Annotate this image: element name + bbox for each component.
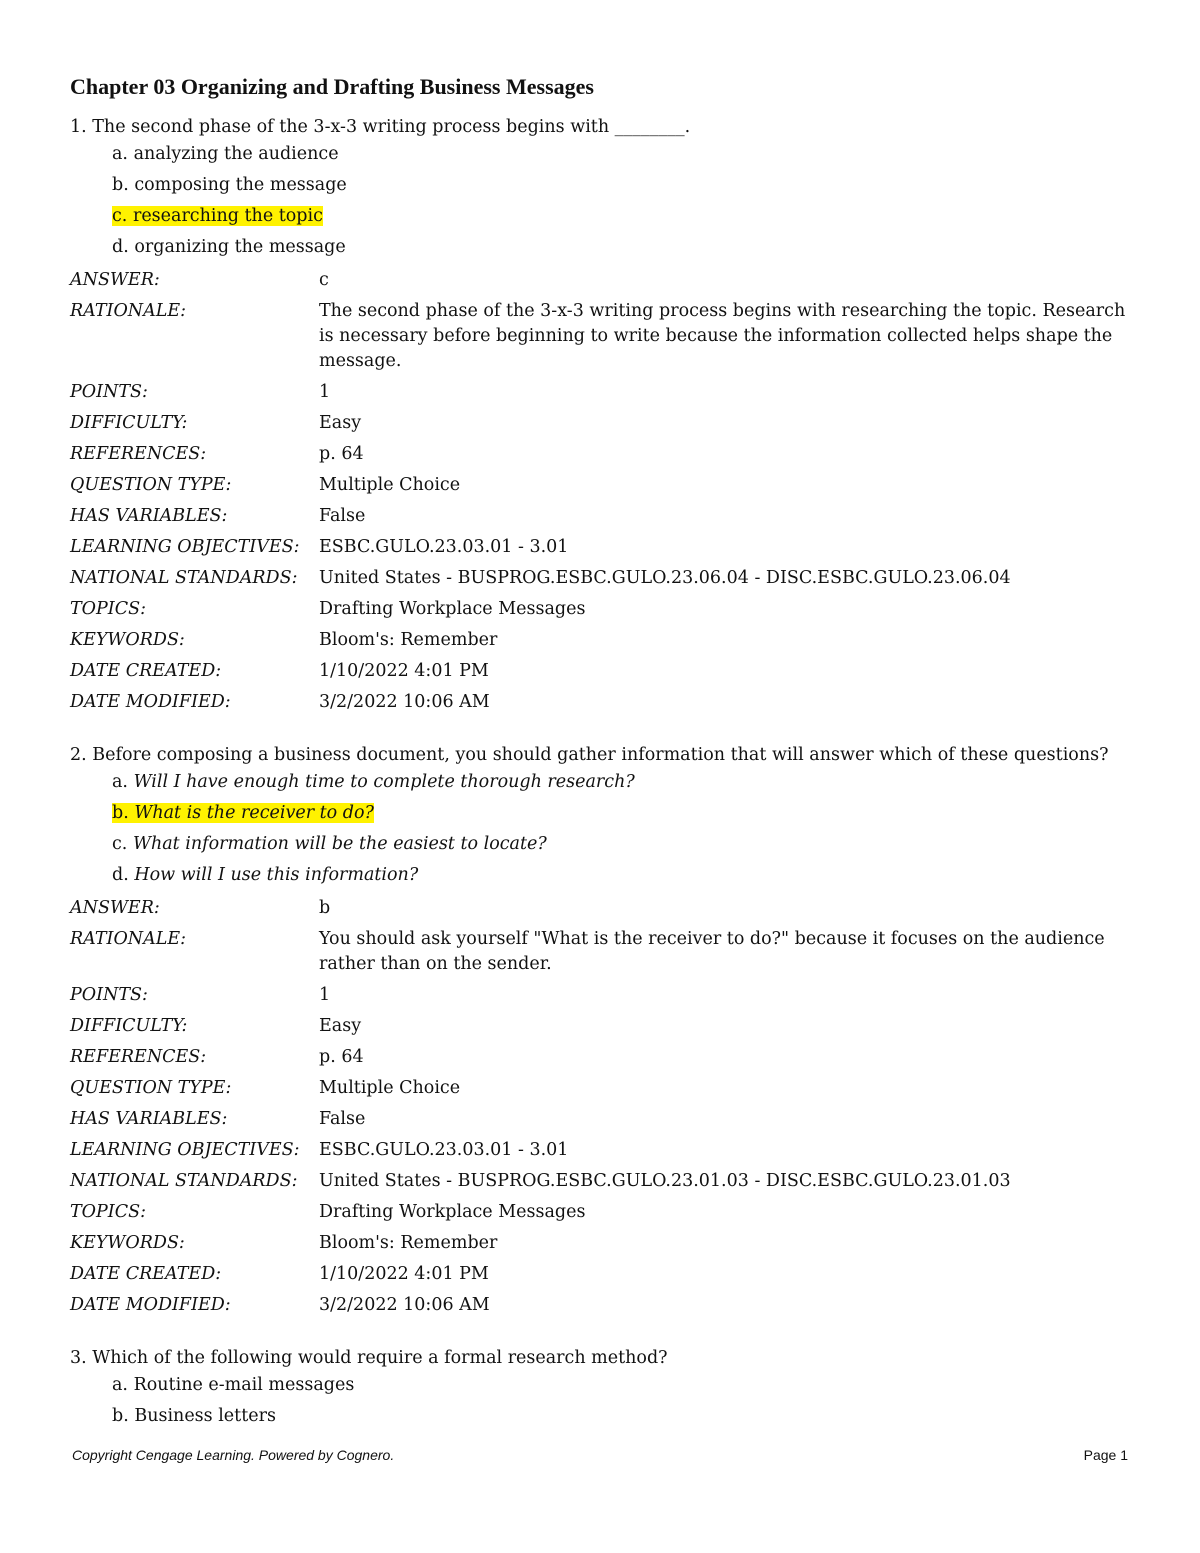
topics-value: Drafting Workplace Messages xyxy=(319,1202,586,1222)
date-modified-label: DATE MODIFIED: xyxy=(70,1295,231,1315)
references-value: p. 64 xyxy=(319,444,364,464)
learning-objectives-label: LEARNING OBJECTIVES: xyxy=(70,537,300,557)
highlight-mark: b. What is the receiver to do? xyxy=(112,803,374,823)
answer-value: c xyxy=(319,270,329,290)
keywords-value: Bloom's: Remember xyxy=(319,630,498,650)
choice-d: d. How will I use this information? xyxy=(112,865,419,885)
date-created-label: DATE CREATED: xyxy=(70,1264,222,1284)
document-page xyxy=(70,74,1130,1437)
keywords-label: KEYWORDS: xyxy=(70,630,185,650)
date-created-value: 1/10/2022 4:01 PM xyxy=(319,1264,489,1284)
choice-c: c. What information will be the easiest to locate? xyxy=(112,834,547,854)
references-value: p. 64 xyxy=(319,1047,364,1067)
national-standards-label: NATIONAL STANDARDS: xyxy=(70,1171,298,1191)
date-modified-value: 3/2/2022 10:06 AM xyxy=(319,1295,490,1315)
national-standards-value: United States - BUSPROG.ESBC.GULO.23.01.03 - DISC.ESBC.GULO.23.01.03 xyxy=(319,1171,1011,1191)
date-created-label: DATE CREATED: xyxy=(70,661,222,681)
choice-a: a. analyzing the audience xyxy=(112,144,339,164)
choice-d: d. organizing the message xyxy=(112,237,346,257)
rationale-value: The second phase of the 3-x-3 writing process begins with researching the topic. Research is necessary before beginning to write because the information collected helps shape the message. xyxy=(319,301,1126,371)
keywords-label: KEYWORDS: xyxy=(70,1233,185,1253)
date-created-value: 1/10/2022 4:01 PM xyxy=(319,661,489,681)
topics-label: TOPICS: xyxy=(70,1202,146,1222)
difficulty-value: Easy xyxy=(319,1016,362,1036)
learning-objectives-value: ESBC.GULO.23.03.01 - 3.01 xyxy=(319,537,569,557)
answer-label: ANSWER: xyxy=(70,270,160,290)
answer-value: b xyxy=(319,898,331,918)
has-variables-label: HAS VARIABLES: xyxy=(70,506,228,526)
question-spacer xyxy=(70,1324,1130,1348)
chapter-title: Chapter 03 Organizing and Drafting Business Messages xyxy=(70,74,594,99)
choice-a: a. Routine e-mail messages xyxy=(112,1375,355,1395)
highlight-mark: c. researching the topic xyxy=(112,206,323,226)
difficulty-value: Easy xyxy=(319,413,362,433)
question-type-value: Multiple Choice xyxy=(319,1078,461,1098)
question-type-label: QUESTION TYPE: xyxy=(70,1078,232,1098)
question-text: 2. Before composing a business document, you should gather information that will answer which of these questions? xyxy=(70,745,1109,765)
question-text: 3. Which of the following would require a formal research method? xyxy=(70,1348,668,1368)
rationale-value: You should ask yourself "What is the receiver to do?" because it focuses on the audience rather than on the sender. xyxy=(319,929,1105,974)
page-number: Page 1 xyxy=(1083,1447,1128,1463)
question-type-value: Multiple Choice xyxy=(319,475,461,495)
question-text: 1. The second phase of the 3-x-3 writing process begins with ________. xyxy=(70,117,691,137)
references-label: REFERENCES: xyxy=(70,1047,207,1067)
difficulty-label: DIFFICULTY: xyxy=(70,413,188,433)
has-variables-value: False xyxy=(319,1109,366,1129)
copyright-notice: Copyright Cengage Learning. Powered by Cognero. xyxy=(72,1447,395,1463)
points-label: POINTS: xyxy=(70,382,148,402)
references-label: REFERENCES: xyxy=(70,444,207,464)
date-modified-value: 3/2/2022 10:06 AM xyxy=(319,692,490,712)
question-3 xyxy=(70,1348,1130,1426)
question-1 xyxy=(70,117,1130,721)
difficulty-label: DIFFICULTY: xyxy=(70,1016,188,1036)
rationale-label: RATIONALE: xyxy=(70,929,187,949)
learning-objectives-value: ESBC.GULO.23.03.01 - 3.01 xyxy=(319,1140,569,1160)
choice-c-correct xyxy=(70,206,1130,226)
choice-a: a. Will I have enough time to complete thorough research? xyxy=(112,772,635,792)
points-value: 1 xyxy=(319,382,331,402)
choice-b-correct xyxy=(70,803,1130,823)
learning-objectives-label: LEARNING OBJECTIVES: xyxy=(70,1140,300,1160)
question-metadata xyxy=(70,268,1130,721)
national-standards-value: United States - BUSPROG.ESBC.GULO.23.06.04 - DISC.ESBC.GULO.23.06.04 xyxy=(319,568,1011,588)
points-label: POINTS: xyxy=(70,985,148,1005)
topics-label: TOPICS: xyxy=(70,599,146,619)
choice-b: b. composing the message xyxy=(112,175,347,195)
question-2 xyxy=(70,745,1130,1324)
date-modified-label: DATE MODIFIED: xyxy=(70,692,231,712)
question-metadata xyxy=(70,896,1130,1324)
choice-b: b. Business letters xyxy=(112,1406,276,1426)
rationale-label: RATIONALE: xyxy=(70,301,187,321)
topics-value: Drafting Workplace Messages xyxy=(319,599,586,619)
has-variables-label: HAS VARIABLES: xyxy=(70,1109,228,1129)
national-standards-label: NATIONAL STANDARDS: xyxy=(70,568,298,588)
answer-label: ANSWER: xyxy=(70,898,160,918)
question-spacer xyxy=(70,721,1130,745)
keywords-value: Bloom's: Remember xyxy=(319,1233,498,1253)
has-variables-value: False xyxy=(319,506,366,526)
question-type-label: QUESTION TYPE: xyxy=(70,475,232,495)
points-value: 1 xyxy=(319,985,331,1005)
